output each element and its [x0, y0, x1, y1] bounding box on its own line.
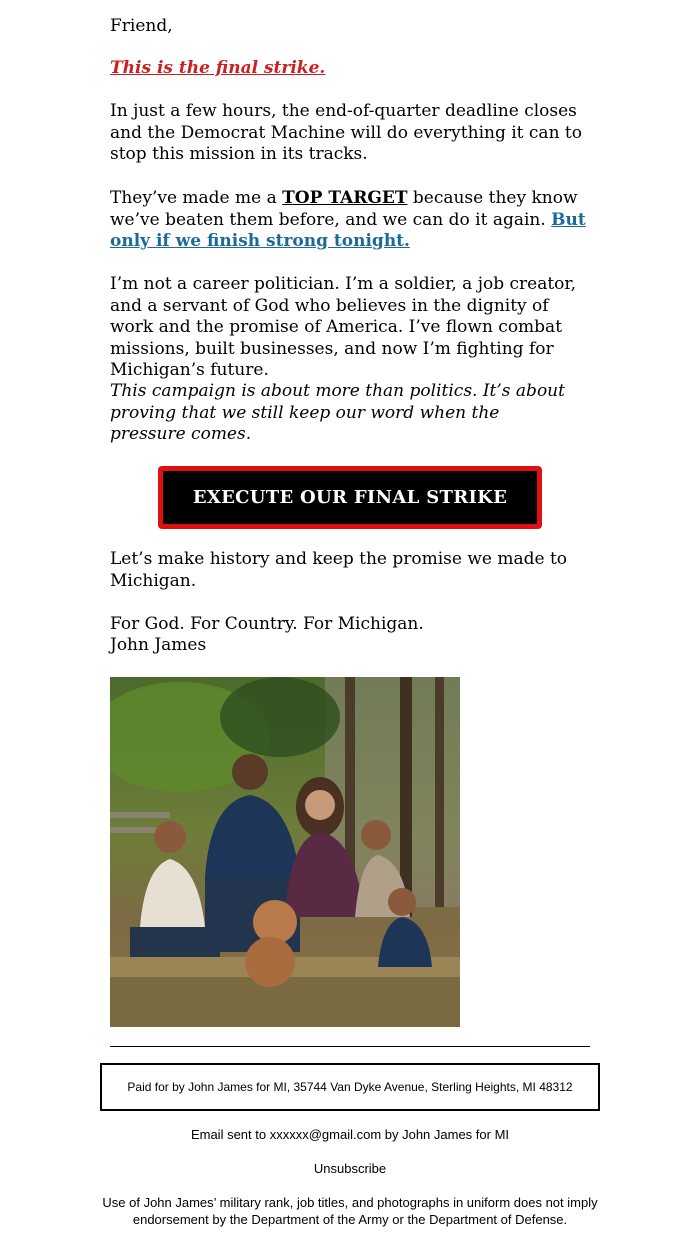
greeting: Friend, [110, 16, 173, 36]
paragraph-campaign: This campaign is about more than politics. It’s about proving that we still keep our word when the pressure comes. [110, 381, 565, 444]
paragraph-history: Let’s make history and keep the promise we made to Michigan. [110, 549, 568, 591]
top-target-emphasis: TOP TARGET [282, 188, 408, 208]
closing-line: For God. For Country. For Michigan. [110, 614, 424, 634]
military-disclaimer: Use of John James’ military rank, job titles, and photographs in uniform does not imply endorsement by the Department of the Army or the Department of Defense. [102, 1195, 598, 1227]
headline: This is the final strike. [110, 58, 326, 78]
cta-button-label: EXECUTE OUR FINAL STRIKE [192, 487, 508, 508]
paragraph-about: I’m not a career politician. I’m a soldier, a job creator, and a servant of God who believes in the dignity of work and the promise of America. I’ve flown combat missions, built businesses, and now I’m fighting for Michigan’s future. [110, 274, 577, 380]
paragraph-top-target-lead: They’ve made me a [110, 188, 283, 208]
footer-divider [110, 1046, 590, 1047]
email-sent-notice: Email sent to xxxxxx@gmail.com by John James for MI [190, 1127, 510, 1142]
paragraph-deadline: In just a few hours, the end-of-quarter deadline closes and the Democrat Machine will do everything it can to stop this mission in its tracks. [110, 101, 582, 164]
paragraph-top-target-middle: because they know we’ve beaten them before, and we can do it again. [110, 188, 578, 230]
family-photo [110, 677, 460, 1027]
paid-for-box [100, 1063, 600, 1111]
paid-for-text: Paid for by John James for MI, 35744 Van Dyke Avenue, Sterling Heights, MI 48312 [127, 1080, 573, 1094]
execute-final-strike-button[interactable] [158, 466, 542, 529]
finish-strong-link[interactable]: But only if we finish strong tonight. [110, 209, 586, 251]
unsubscribe-link[interactable]: Unsubscribe [313, 1161, 387, 1176]
signature: John James [110, 635, 207, 655]
paragraph-top-target [110, 188, 590, 253]
